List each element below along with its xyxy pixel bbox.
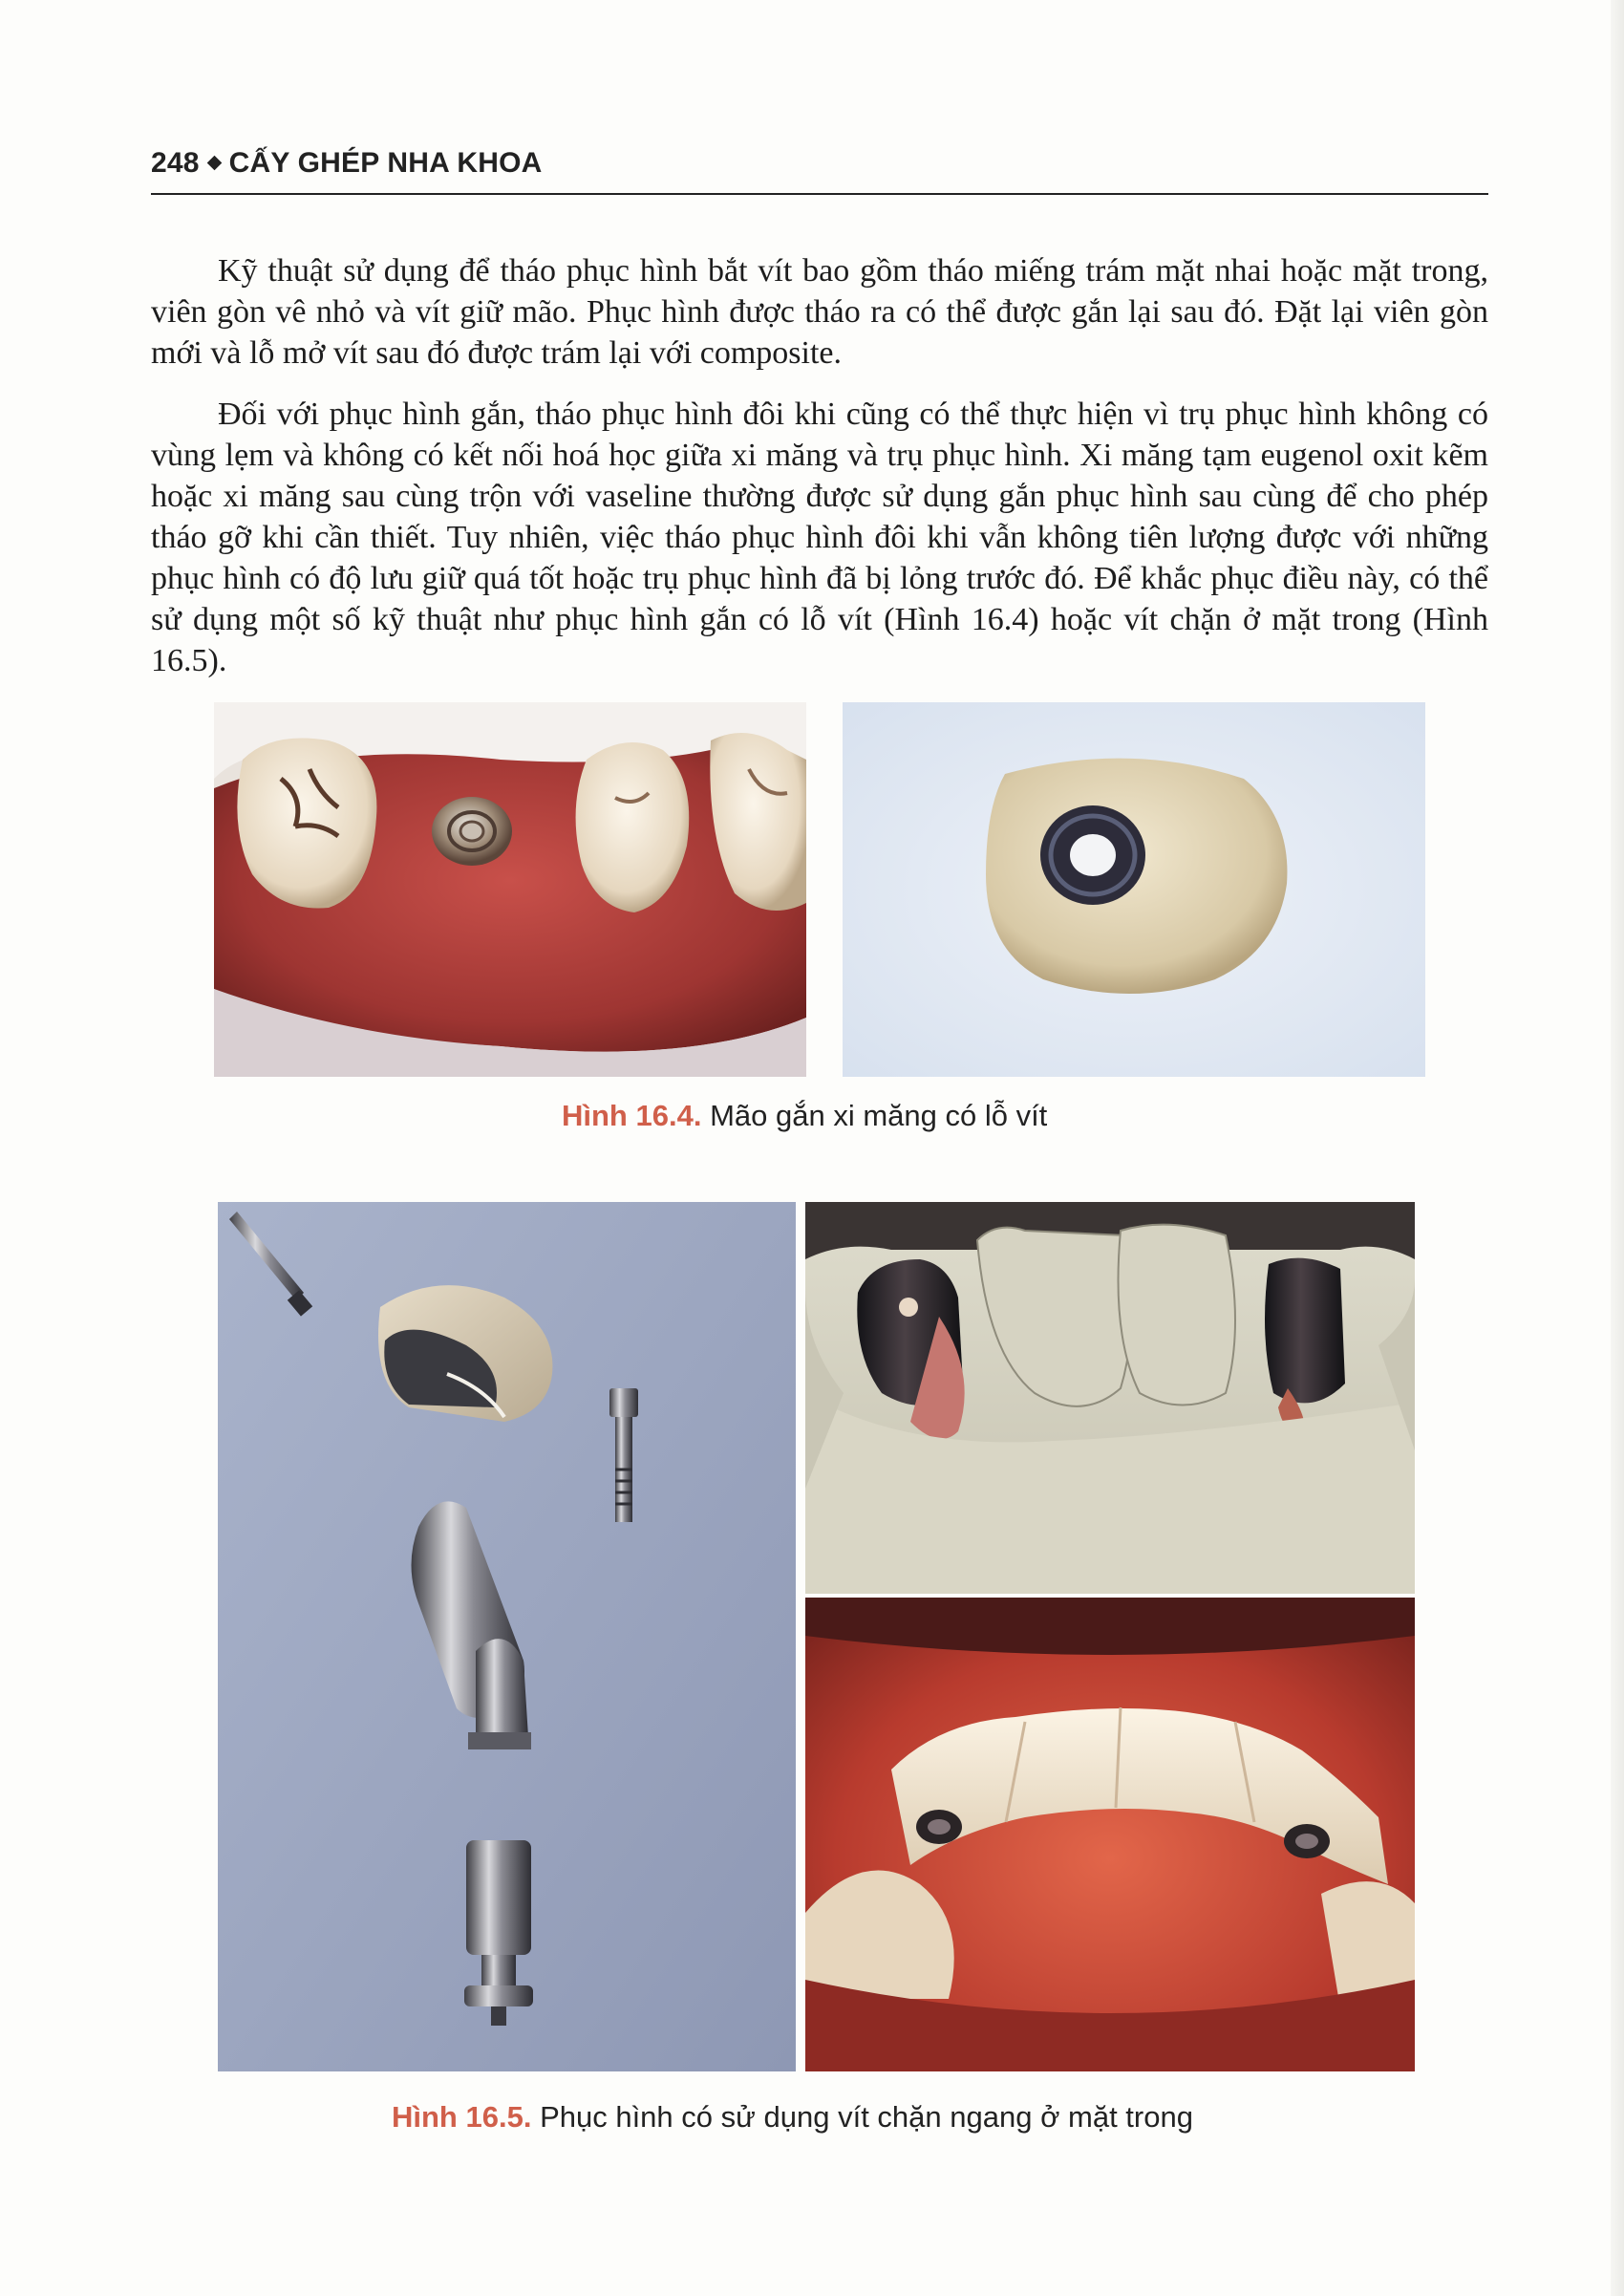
running-head [151, 147, 543, 180]
diamond-separator-icon [206, 156, 222, 171]
body-paragraph-1: Kỹ thuật sử dụng để tháo phục hình bắt vít bao gồm tháo miếng trám mặt nhai hoặc mặt trong, viên gòn vê nhỏ và vít giữ mão. Phục hình được tháo ra có thể được gắn lại sau đó. Đặt lại viên gòn mới và lỗ mở vít sau đó được trám lại với composite. [151, 253, 1488, 371]
figure-16-5-text: Phục hình có sử dụng vít chặn ngang ở mặt trong [540, 2100, 1193, 2134]
figure-16-5-label: Hình 16.5. [392, 2100, 532, 2134]
figure-16-4-photo-implant-site [214, 702, 806, 1077]
figure-16-4-label: Hình 16.4. [562, 1099, 702, 1132]
book-title: CẤY GHÉP NHA KHOA [228, 147, 543, 179]
figure-16-4-text: Mão gắn xi măng có lỗ vít [710, 1099, 1048, 1132]
page-number: 248 [151, 147, 200, 179]
scan-edge-shadow [1611, 0, 1624, 2296]
figure-16-5-photo-intraoral-lingual [805, 1598, 1415, 2071]
body-paragraph-2: Đối với phục hình gắn, tháo phục hình đôi khi cũng có thể thực hiện vì trụ phục hình không có vùng lẹm và không có kết nối hoá học giữa xi măng và trụ phục hình. Xi măng tạm eugenol oxit kẽm hoặc xi măng sau cùng trộn với vaseline thường được sử dụng gắn phục hình sau cùng để cho phép tháo gỡ khi cần thiết. Tuy nhiên, việc tháo phục hình đôi khi vẫn không tiên lượng được với những phục hình có độ lưu giữ quá tốt hoặc trụ phục hình đã bị lỏng trước đó. Để khắc phục điều này, có thể sử dụng một số kỹ thuật như phục hình gắn có lỗ vít (Hình 16.4) hoặc vít chặn ở mặt trong (Hình 16.5). [151, 397, 1488, 678]
page-header [151, 139, 1488, 195]
figure-16-4-photo-crown-screw-hole [843, 702, 1425, 1077]
figure-16-5-photo-model-abutments [805, 1202, 1415, 1594]
figure-16-5-caption [392, 2100, 1193, 2135]
figure-16-5-photo-components [218, 1202, 796, 2071]
figure-16-4-caption [562, 1099, 1047, 1133]
